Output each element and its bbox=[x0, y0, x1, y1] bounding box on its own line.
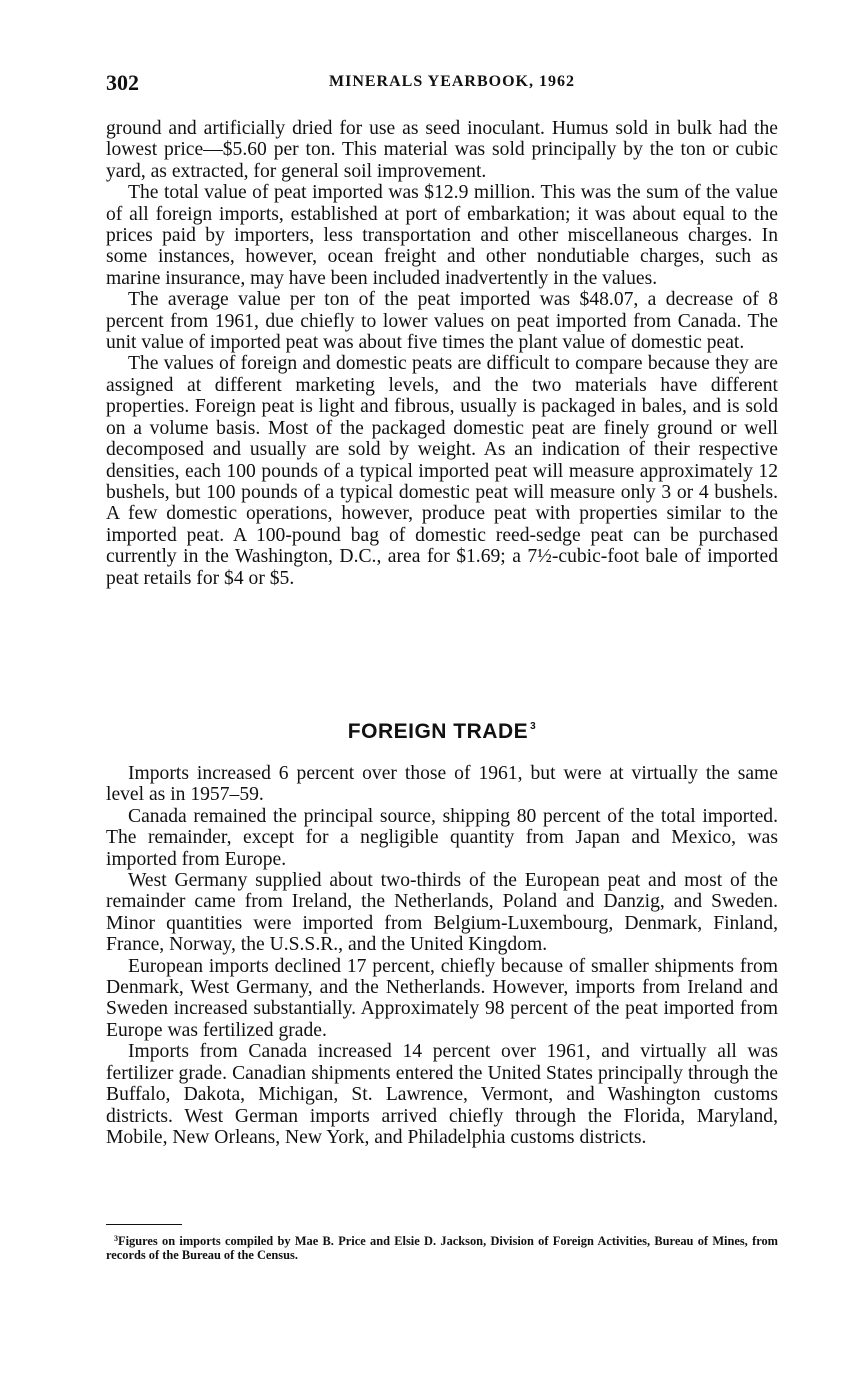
paragraph: The total value of peat imported was $12.9 million. This was the sum of the value of all foreign imports, established at port of embarkation; it was about equal to the prices paid by importers, less transportation and other miscellaneous charges. In some instances, however, ocean freight and other nondutiable charges, such as marine insurance, may have been included inadvertently in the values. bbox=[106, 182, 778, 289]
footnote-marker: 3 bbox=[530, 721, 537, 732]
paragraph: Imports from Canada increased 14 percent over 1961, and virtually all was fertilizer grade. Canadian shipments entered the United States principally through the Buffalo, Dakota, Michigan, St. Lawrence, Vermont, and Washington customs districts. West German imports arrived chiefly through the Florida, Maryland, Mobile, New Orleans, New York, and Philadelphia customs districts. bbox=[106, 1041, 778, 1148]
foreign-trade-text bbox=[106, 763, 778, 1148]
paragraph: The values of foreign and domestic peats are difficult to compare because they are assigned at different marketing levels, and the two materials have different properties. Foreign peat is light and fibrous, usually is packaged in bales, and is sold on a volume basis. Most of the packaged domestic peat are finely ground or well decomposed and usually are sold by weight. As an indication of their respective densities, each 100 pounds of a typical imported peat will measure approximately 12 bushels, but 100 pounds of a typical domestic peat will measure only 3 or 4 bushels. A few domestic operations, however, produce peat with properties similar to the imported peat. A 100-pound bag of domestic reed-sedge peat can be purchased currently in the Washington, D.C., area for $1.69; a 7½-cubic-foot bale of imported peat retails for $4 or $5. bbox=[106, 353, 778, 589]
paragraph: West Germany supplied about two-thirds of the European peat and most of the remainder came from Ireland, the Netherlands, Poland and Danzig, and Sweden. Minor quantities were imported from Belgium-Luxembourg, Denmark, Finland, France, Norway, the U.S.S.R., and the United Kingdom. bbox=[106, 870, 778, 956]
footnote bbox=[106, 1232, 778, 1262]
body-text bbox=[106, 118, 778, 589]
section-heading bbox=[106, 720, 778, 744]
paragraph: Imports increased 6 percent over those of 1961, but were at virtually the same level as in 1957–59. bbox=[106, 763, 778, 806]
paragraph: European imports declined 17 percent, chiefly because of smaller shipments from Denmark, West Germany, and the Netherlands. However, imports from Ireland and Sweden increased substantially. Approximately 98 percent of the peat imported from Europe was fertilized grade. bbox=[106, 955, 778, 1041]
paragraph: The average value per ton of the peat imported was $48.07, a decrease of 8 percent from 1961, due chiefly to lower values on peat imported from Canada. The unit value of imported peat was about five times the plant value of domestic peat. bbox=[106, 289, 778, 354]
footnote-number: 3 bbox=[114, 1234, 118, 1243]
running-head: MINERALS YEARBOOK, 1962 bbox=[329, 73, 575, 90]
paragraph: ground and artificially dried for use as seed inoculant. Humus sold in bulk had the lowest price—$5.60 per ton. This material was sold principally by the ton or cubic yard, as extracted, for general soil improvement. bbox=[106, 118, 778, 182]
page-header bbox=[106, 70, 778, 98]
paragraph: Canada remained the principal source, shipping 80 percent of the total imported. The remainder, except for a negligible quantity from Japan and Mexico, was imported from Europe. bbox=[106, 805, 778, 870]
footnote-text: Figures on imports compiled by Mae B. Price and Elsie D. Jackson, Division of Foreign Activities, Bureau of Mines, from records of the Bureau of the Census. bbox=[106, 1234, 778, 1262]
section-title-text: FOREIGN TRADE bbox=[347, 720, 529, 743]
page-number: 302 bbox=[106, 70, 139, 95]
footnote-divider bbox=[106, 1224, 182, 1225]
